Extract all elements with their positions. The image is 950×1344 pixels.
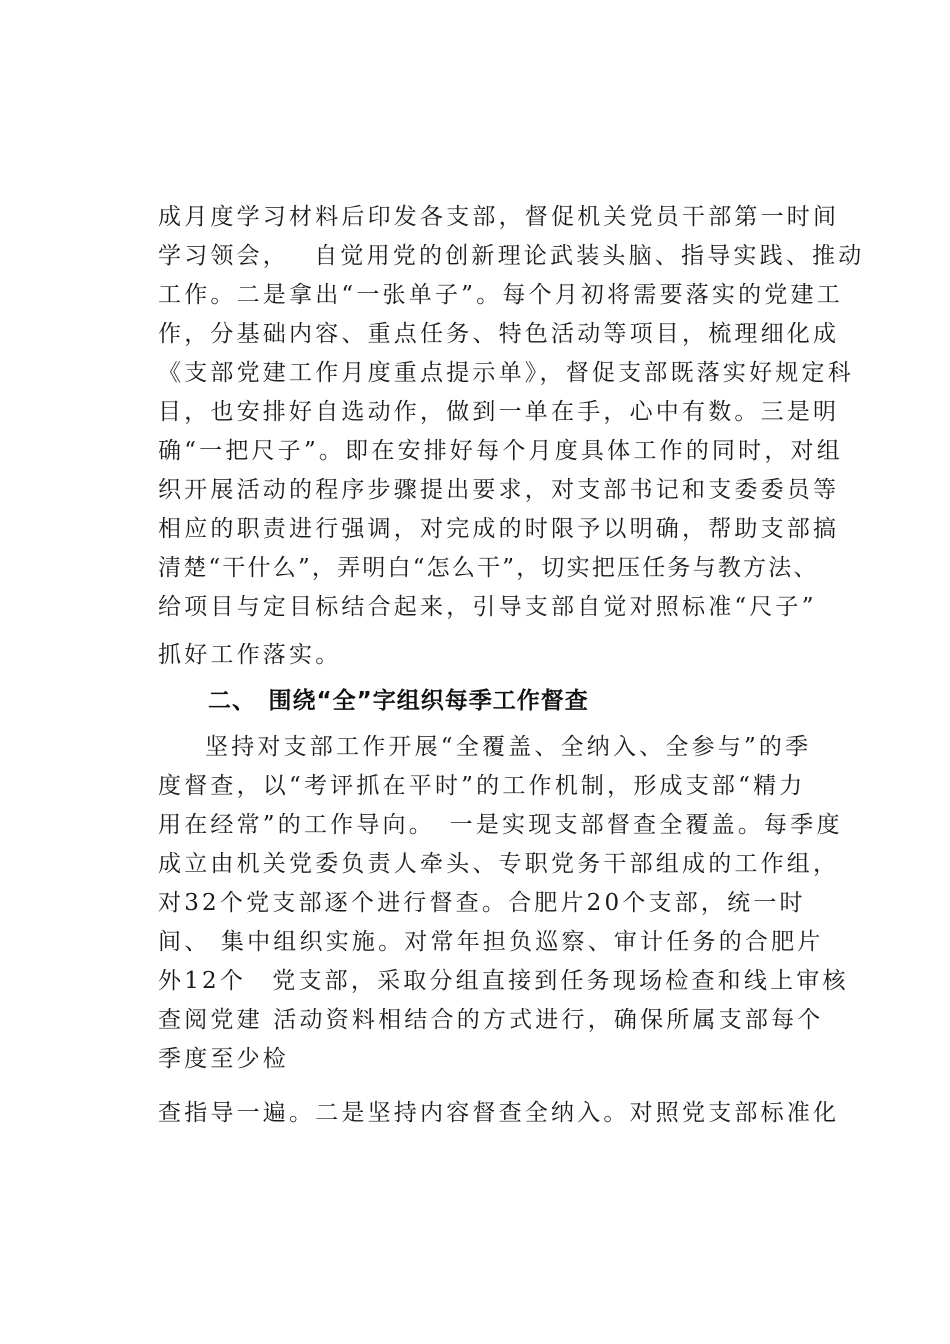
section-heading: 二、 围绕“全”字组织每季工作督查: [208, 688, 589, 714]
body-text-line: 查阅党建 活动资料相结合的方式进行，确保所属支部每个: [158, 1007, 824, 1033]
body-text-line: 季度至少检: [158, 1046, 289, 1072]
body-text-line: 抓好工作落实。: [158, 642, 342, 668]
body-text-line: 度督查，以“考评抓在平时”的工作机制，形成支部“精力: [158, 773, 806, 799]
body-text-line: 学习领会， 自觉用党的创新理论武装头脑、指导实践、推动: [158, 243, 865, 269]
body-text-line: 织开展活动的程序步骤提出要求，对支部书记和支委委员等: [158, 477, 840, 503]
body-text-line: 成立由机关党委负责人牵头、专职党务干部组成的工作组，: [158, 851, 840, 877]
body-text-line: 给项目与定目标结合起来，引导支部自觉对照标准“尺子”: [158, 594, 817, 620]
body-text-line: 目，也安排好自选动作，做到一单在手，心中有数。三是明: [158, 399, 840, 425]
body-text-line: 成月度学习材料后印发各支部，督促机关党员干部第一时间: [158, 204, 840, 230]
body-text-line: 用在经常”的工作导向。 一是实现支部督查全覆盖。每季度: [158, 812, 843, 838]
body-text-line: 坚持对支部工作开展“全覆盖、全纳入、全参与”的季: [205, 734, 812, 760]
body-text-line: 间、 集中组织实施。对常年担负巡察、审计任务的合肥片: [158, 929, 824, 955]
body-text-line: 对32个党支部逐个进行督查。合肥片20个支部，统一时: [158, 890, 806, 916]
body-text-line: 相应的职责进行强调，对完成的时限予以明确，帮助支部搞: [158, 516, 840, 542]
body-text-line: 确“一把尺子”。即在安排好每个月度具体工作的同时，对组: [158, 438, 843, 464]
body-text-line: 查指导一遍。二是坚持内容督查全纳入。对照党支部标准化: [158, 1100, 840, 1126]
body-text-line: 《支部党建工作月度重点提示单》，督促支部既落实好规定科: [158, 360, 854, 386]
body-text-line: 工作。二是拿出“一张单子”。每个月初将需要落实的党建工: [158, 282, 843, 308]
body-text-line: 外12个 党支部，采取分组直接到任务现场检查和线上审核: [158, 968, 849, 994]
body-text-line: 作，分基础内容、重点任务、特色活动等项目，梳理细化成: [158, 321, 840, 347]
body-text-line: 清楚“干什么”，弄明白“怎么干”，切实把压任务与教方法、: [158, 555, 819, 581]
